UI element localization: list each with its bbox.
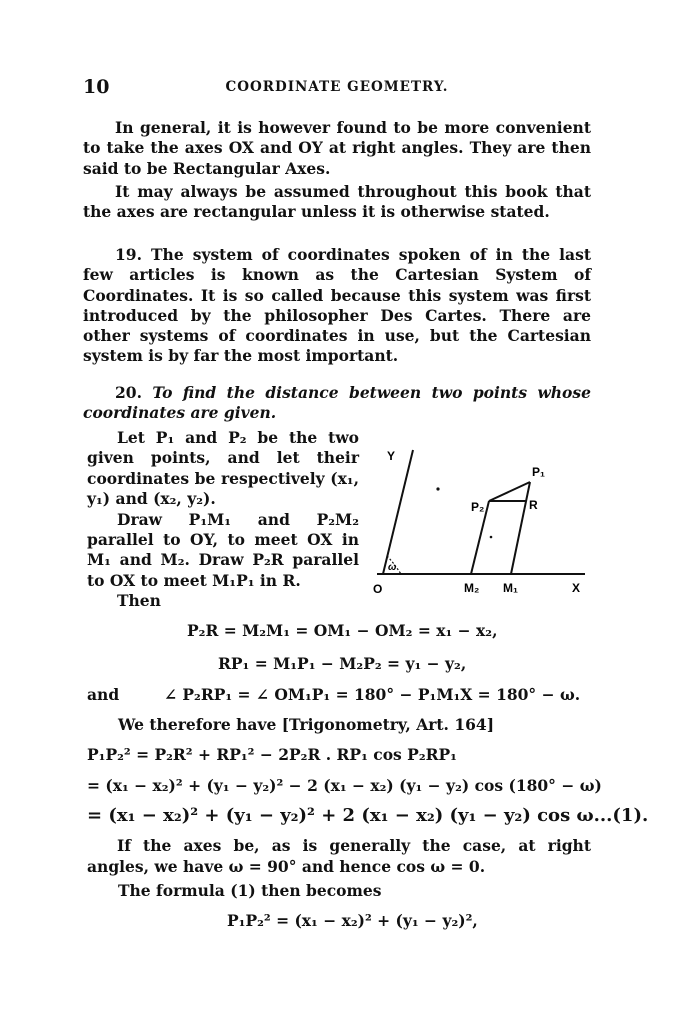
narrow-text-3: Then xyxy=(117,591,161,611)
paragraph-formula-becomes: The formula (1) then becomes xyxy=(118,881,382,900)
equation-angle-and: and xyxy=(87,685,120,704)
equation-rp1: RP₁ = M₁P₁ − M₂P₂ = y₁ − y₂, xyxy=(218,654,467,673)
label-omega: ω xyxy=(388,562,397,573)
paragraph-section-19 xyxy=(83,245,591,367)
equation-p2r: P₂R = M₂M₁ = OM₁ − OM₂ = x₁ − x₂, xyxy=(187,621,498,640)
equation-angle xyxy=(87,685,581,704)
paragraph-right-angles: If the axes be, as is generally the case, at right angles, we have ω = 90° and hence cos ω = 0. xyxy=(87,836,591,876)
page-number: 10 xyxy=(83,76,110,98)
paragraph-assumption: It may always be assumed throughout this book that the axes are rectangular unless it is otherwise stated. xyxy=(83,182,591,222)
label-o: O xyxy=(373,582,383,596)
p1-m1-line xyxy=(511,482,530,574)
page-header xyxy=(83,76,591,100)
section-20-title: To find the distance between two points whose coordinates are given. xyxy=(83,383,591,423)
equation-cosine-rule: P₁P₂² = P₂R² + RP₁² − 2P₂R . RP₁ cos P₂RP₁ xyxy=(87,745,457,764)
section-20-number: 20. xyxy=(115,383,142,402)
section-20-heading xyxy=(83,383,591,424)
p2-p1-line xyxy=(489,482,530,501)
equation-final: P₁P₂² = (x₁ − x₂)² + (y₁ − y₂)², xyxy=(227,911,478,930)
section-20-body xyxy=(87,428,359,612)
label-p2: P₂ xyxy=(471,500,485,514)
equation-angle-body: ∠ P₂RP₁ = ∠ OM₁P₁ = 180° − P₁M₁X = 180° − ω. xyxy=(164,685,581,704)
label-r: R xyxy=(529,498,538,512)
label-x: X xyxy=(572,581,581,595)
section-19-text: The system of coordinates spoken of in the last few articles is known as the Cartesian System of Coordinates. It is so called because this system was first introduced by the philosopher Des Cartes. There are other systems of coordinates in use, but the Cartesian system is by far the most important. xyxy=(83,245,591,366)
equation-expanded: = (x₁ − x₂)² + (y₁ − y₂)² − 2 (x₁ − x₂) (y₁ − y₂) cos (180° − ω) xyxy=(87,776,602,795)
narrow-text-2: Draw P₁M₁ and P₂M₂ parallel to OY, to meet OX in M₁ and M₂. Draw P₂R parallel to OX to meet M₁P₁ in R. xyxy=(87,509,359,590)
y-axis xyxy=(383,450,413,574)
running-title: COORDINATE GEOMETRY. xyxy=(225,79,449,95)
paragraph-trig-reference: We therefore have [Trigonometry, Art. 164] xyxy=(118,715,495,734)
speck-1 xyxy=(436,487,439,490)
label-m1: M₁ xyxy=(503,581,518,595)
section-19-number: 19. xyxy=(115,245,142,264)
label-p1: P₁ xyxy=(532,465,545,479)
label-m2: M₂ xyxy=(464,581,480,595)
paragraph-rectangular-axes: In general, it is however found to be more convenient to take the axes OX and OY at right angles. They are then said to be Rectangular Axes. xyxy=(83,118,591,178)
coordinate-figure xyxy=(363,446,591,606)
label-y: Y xyxy=(387,449,396,463)
narrow-text-1: Let P₁ and P₂ be the two given points, and let their coordinates be respectively (x₁, y₁) and (x₂, y₂). xyxy=(87,428,359,509)
equation-formula-1: = (x₁ − x₂)² + (y₁ − y₂)² + 2 (x₁ − x₂) (y₁ − y₂) cos ω...(1). xyxy=(87,805,649,826)
speck-2 xyxy=(490,536,493,539)
